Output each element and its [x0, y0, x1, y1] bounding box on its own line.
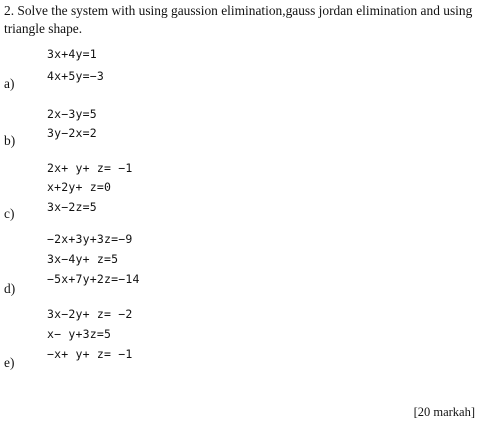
equation-d-2: 3x−4y+ z=5 — [47, 252, 119, 266]
equation-e-3: −x+ y+ z= −1 — [47, 347, 133, 361]
part-label-a: a) — [4, 76, 15, 91]
equation-c-2: x+2y+ z=0 — [47, 180, 112, 194]
equation-b-2: 3y−2x=2 — [47, 126, 97, 140]
equation-e-2: x− y+3z=5 — [47, 327, 112, 341]
equation-c-3: 3x−2z=5 — [47, 200, 97, 214]
equation-d-1: −2x+3y+3z=−9 — [47, 232, 133, 246]
question-text: 2. Solve the system with using gaussion elimination,gauss jordan elimination and using triangle shape. — [4, 3, 473, 36]
part-label-e: e) — [4, 355, 15, 370]
part-label-c: c) — [4, 206, 15, 221]
equation-a-1: 3x+4y=1 — [47, 47, 97, 61]
part-label-b: b) — [4, 133, 16, 148]
equation-c-1: 2x+ y+ z= −1 — [47, 161, 133, 175]
equation-d-3: −5x+7y+2z=−14 — [47, 272, 140, 286]
part-label-d: d) — [4, 281, 16, 296]
equation-b-1: 2x−3y=5 — [47, 107, 97, 121]
equation-a-2: 4x+5y=−3 — [47, 69, 104, 83]
marks-label: [20 markah] — [413, 405, 475, 419]
equation-e-1: 3x−2y+ z= −2 — [47, 307, 133, 321]
